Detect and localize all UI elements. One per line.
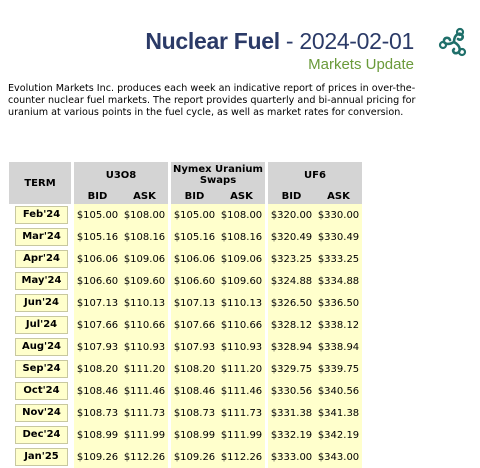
term-link[interactable]: Dec'24 xyxy=(15,426,68,444)
price-cell-u-ask: $109.06 xyxy=(121,248,171,270)
group-header-nymex-label: Nymex Uranium Swaps xyxy=(173,164,263,186)
price-cell-n-ask: $110.13 xyxy=(218,292,268,314)
price-cell-u-bid: $105.00 xyxy=(74,204,121,226)
price-cell-f-ask: $338.94 xyxy=(315,336,362,358)
term-cell xyxy=(9,380,74,402)
table-row xyxy=(9,270,362,292)
price-cell-u-ask: $110.66 xyxy=(121,314,171,336)
term-header: TERM xyxy=(9,162,74,204)
term-cell xyxy=(9,446,74,468)
price-cell-n-ask: $108.16 xyxy=(218,226,268,248)
price-cell-f-ask: $334.88 xyxy=(315,270,362,292)
price-cell-n-bid: $108.99 xyxy=(171,424,218,446)
price-cell-u-ask: $110.93 xyxy=(121,336,171,358)
term-link[interactable]: Apr'24 xyxy=(15,250,68,268)
price-table xyxy=(9,162,362,468)
price-cell-f-ask: $333.25 xyxy=(315,248,362,270)
price-cell-u-bid: $108.73 xyxy=(74,402,121,424)
table-row xyxy=(9,358,362,380)
price-cell-f-bid: $320.00 xyxy=(268,204,315,226)
price-cell-u-ask: $111.46 xyxy=(121,380,171,402)
price-cell-u-bid: $108.46 xyxy=(74,380,121,402)
term-link[interactable]: Jul'24 xyxy=(15,316,68,334)
price-cell-n-ask: $111.46 xyxy=(218,380,268,402)
price-cell-f-bid: $333.00 xyxy=(268,446,315,468)
price-cell-f-ask: $338.12 xyxy=(315,314,362,336)
price-cell-u-bid: $108.20 xyxy=(74,358,121,380)
u3o8-ask-header: ASK xyxy=(121,188,171,204)
price-cell-f-bid: $320.49 xyxy=(268,226,315,248)
group-header-u3o8: U3O8 xyxy=(74,162,171,188)
table-row xyxy=(9,314,362,336)
price-cell-n-ask: $108.00 xyxy=(218,204,268,226)
term-link[interactable]: Sep'24 xyxy=(15,360,68,378)
title-name: Nuclear Fuel xyxy=(145,28,280,54)
title-date: 2024-02-01 xyxy=(299,28,414,54)
price-cell-f-ask: $343.00 xyxy=(315,446,362,468)
term-link[interactable]: Mar'24 xyxy=(15,228,68,246)
triskelion-icon xyxy=(436,24,472,60)
table-row xyxy=(9,292,362,314)
nymex-ask-header: ASK xyxy=(218,188,268,204)
table-row xyxy=(9,446,362,468)
price-cell-n-ask: $109.60 xyxy=(218,270,268,292)
table-row xyxy=(9,336,362,358)
price-cell-f-bid: $326.50 xyxy=(268,292,315,314)
page-subtitle: Markets Update xyxy=(308,56,414,73)
price-cell-f-ask: $341.38 xyxy=(315,402,362,424)
intro-paragraph: Evolution Markets Inc. produces each week an indicative report of prices in over-the-counter nuclear fuel markets. The report provides quarterly and bi-annual pricing for uranium at various points in the fuel cycle, as well as market rates for conversion. xyxy=(8,83,416,118)
price-cell-f-bid: $323.25 xyxy=(268,248,315,270)
price-cell-f-ask: $336.50 xyxy=(315,292,362,314)
group-header-nymex xyxy=(171,162,268,188)
table-row xyxy=(9,402,362,424)
price-cell-u-bid: $109.26 xyxy=(74,446,121,468)
term-link[interactable]: Jun'24 xyxy=(15,294,68,312)
price-cell-f-bid: $330.56 xyxy=(268,380,315,402)
price-cell-u-bid: $107.66 xyxy=(74,314,121,336)
price-cell-n-bid: $105.16 xyxy=(171,226,218,248)
price-cell-f-ask: $340.56 xyxy=(315,380,362,402)
table-row xyxy=(9,226,362,248)
term-link[interactable]: Nov'24 xyxy=(15,404,68,422)
price-cell-n-bid: $106.60 xyxy=(171,270,218,292)
price-cell-f-ask: $339.75 xyxy=(315,358,362,380)
price-cell-u-bid: $106.60 xyxy=(74,270,121,292)
term-link[interactable]: Feb'24 xyxy=(15,206,68,224)
price-cell-n-bid: $107.93 xyxy=(171,336,218,358)
price-cell-n-bid: $108.20 xyxy=(171,358,218,380)
price-cell-u-ask: $111.20 xyxy=(121,358,171,380)
term-cell xyxy=(9,358,74,380)
uf6-bid-header: BID xyxy=(268,188,315,204)
table-row xyxy=(9,248,362,270)
term-link[interactable]: May'24 xyxy=(15,272,68,290)
table-row xyxy=(9,380,362,402)
price-cell-f-ask: $330.00 xyxy=(315,204,362,226)
price-cell-n-ask: $110.93 xyxy=(218,336,268,358)
price-cell-u-ask: $110.13 xyxy=(121,292,171,314)
price-cell-f-bid: $329.75 xyxy=(268,358,315,380)
term-cell xyxy=(9,424,74,446)
term-link[interactable]: Oct'24 xyxy=(15,382,68,400)
price-cell-n-bid: $109.26 xyxy=(171,446,218,468)
table-row xyxy=(9,204,362,226)
uf6-ask-header: ASK xyxy=(315,188,362,204)
price-cell-n-ask: $111.73 xyxy=(218,402,268,424)
price-cell-u-ask: $108.16 xyxy=(121,226,171,248)
price-cell-u-ask: $108.00 xyxy=(121,204,171,226)
price-cell-n-bid: $108.46 xyxy=(171,380,218,402)
price-cell-u-bid: $106.06 xyxy=(74,248,121,270)
price-cell-f-ask: $342.19 xyxy=(315,424,362,446)
price-cell-n-bid: $107.66 xyxy=(171,314,218,336)
term-cell xyxy=(9,292,74,314)
price-cell-f-ask: $330.49 xyxy=(315,226,362,248)
price-cell-n-ask: $112.26 xyxy=(218,446,268,468)
price-cell-f-bid: $324.88 xyxy=(268,270,315,292)
price-cell-u-ask: $109.60 xyxy=(121,270,171,292)
price-cell-n-bid: $108.73 xyxy=(171,402,218,424)
price-cell-f-bid: $332.19 xyxy=(268,424,315,446)
price-cell-u-bid: $107.13 xyxy=(74,292,121,314)
price-cell-n-bid: $105.00 xyxy=(171,204,218,226)
term-link[interactable]: Jan'25 xyxy=(15,448,68,466)
term-cell xyxy=(9,226,74,248)
nymex-bid-header: BID xyxy=(171,188,218,204)
price-cell-u-ask: $112.26 xyxy=(121,446,171,468)
price-cell-n-ask: $111.20 xyxy=(218,358,268,380)
price-cell-n-ask: $111.99 xyxy=(218,424,268,446)
price-cell-n-ask: $110.66 xyxy=(218,314,268,336)
page-title xyxy=(145,28,414,55)
price-cell-n-bid: $107.13 xyxy=(171,292,218,314)
term-cell xyxy=(9,314,74,336)
price-cell-n-ask: $109.06 xyxy=(218,248,268,270)
price-cell-f-bid: $328.94 xyxy=(268,336,315,358)
term-cell xyxy=(9,270,74,292)
term-cell xyxy=(9,204,74,226)
price-cell-u-ask: $111.73 xyxy=(121,402,171,424)
title-separator: - xyxy=(279,28,300,54)
price-cell-u-ask: $111.99 xyxy=(121,424,171,446)
term-cell xyxy=(9,402,74,424)
price-cell-f-bid: $331.38 xyxy=(268,402,315,424)
price-cell-u-bid: $105.16 xyxy=(74,226,121,248)
price-cell-u-bid: $108.99 xyxy=(74,424,121,446)
table-row xyxy=(9,424,362,446)
term-cell xyxy=(9,248,74,270)
u3o8-bid-header: BID xyxy=(74,188,121,204)
price-cell-f-bid: $328.12 xyxy=(268,314,315,336)
term-cell xyxy=(9,336,74,358)
term-link[interactable]: Aug'24 xyxy=(15,338,68,356)
price-cell-u-bid: $107.93 xyxy=(74,336,121,358)
price-cell-n-bid: $106.06 xyxy=(171,248,218,270)
group-header-uf6: UF6 xyxy=(268,162,362,188)
